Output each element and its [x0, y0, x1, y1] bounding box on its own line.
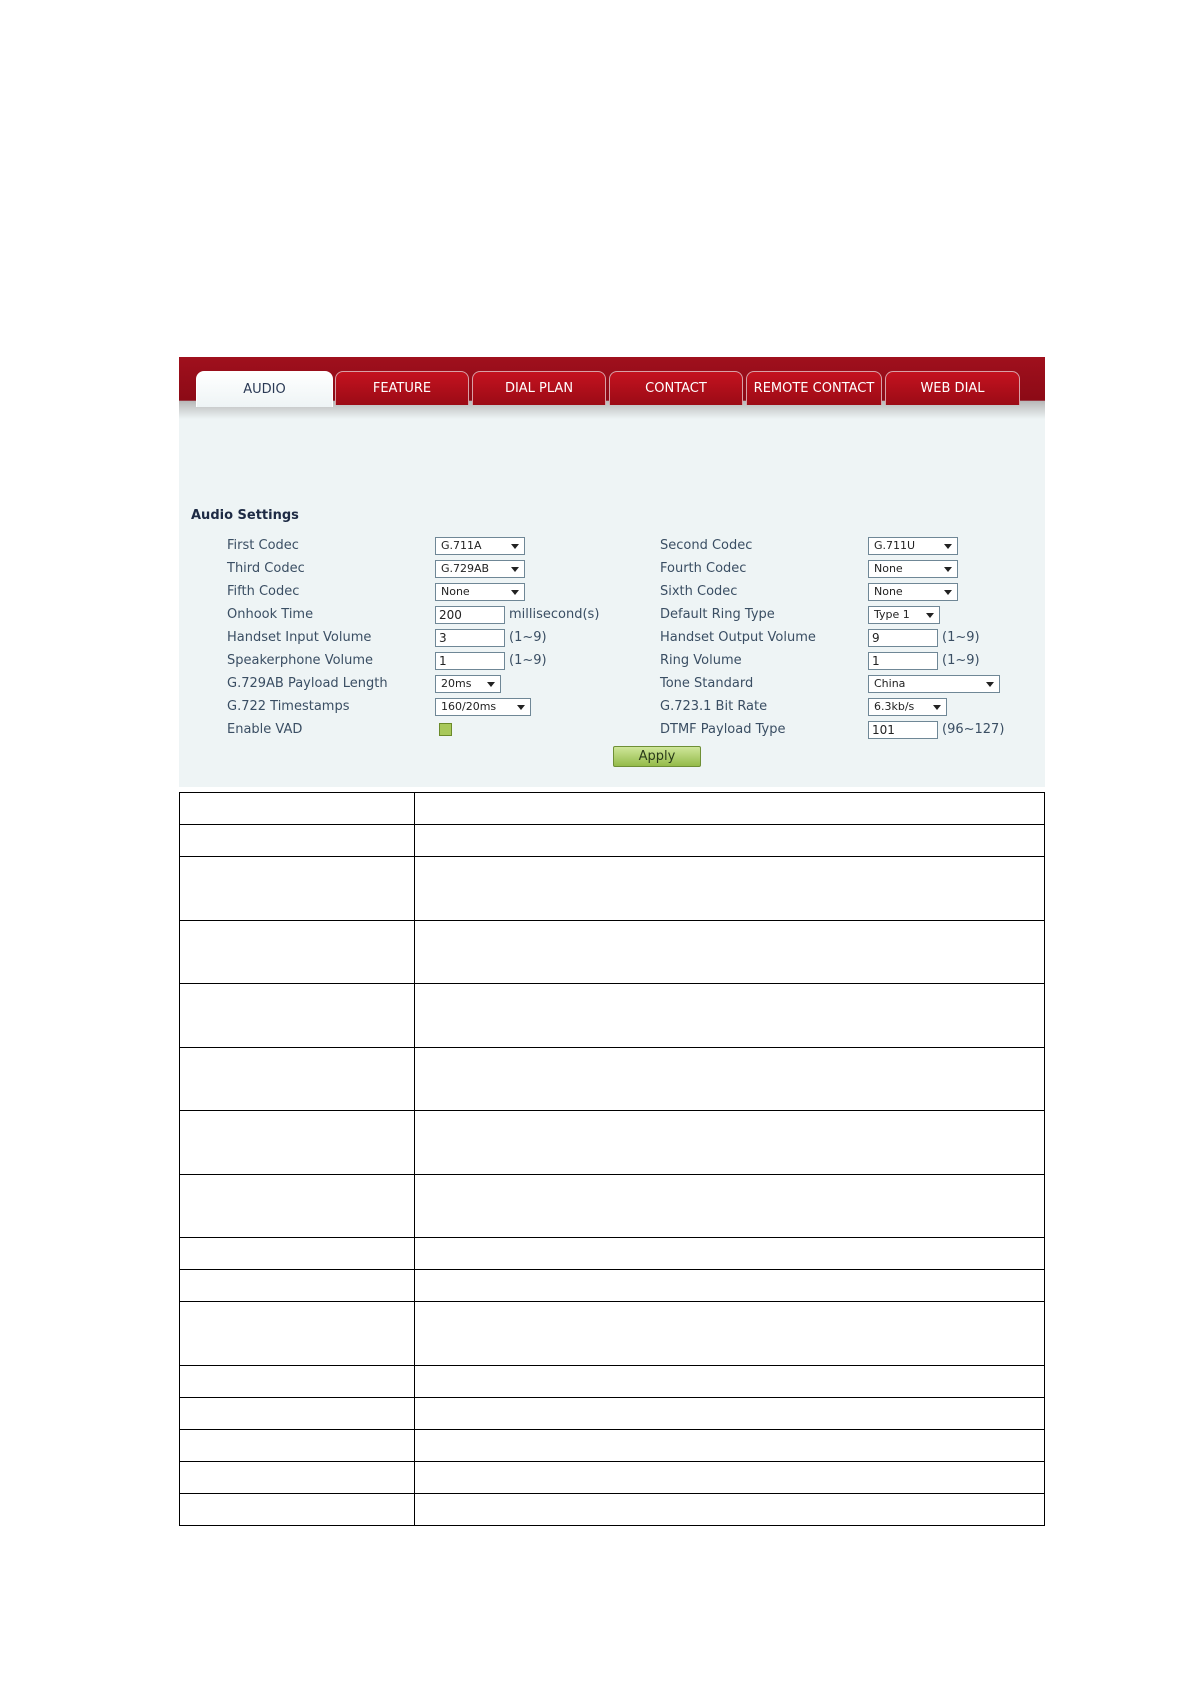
g7231-bit-rate-select[interactable] — [868, 698, 947, 716]
fourth-codec-value: None — [874, 562, 903, 575]
table-cell — [180, 1366, 415, 1398]
third-codec-value: G.729AB — [441, 562, 490, 575]
speakerphone-volume-range: (1~9) — [509, 653, 547, 668]
description-table — [179, 792, 1045, 1526]
g729ab-payload-length-select[interactable] — [435, 675, 501, 693]
tab-bar — [179, 357, 1045, 419]
ring-volume-input[interactable] — [868, 652, 938, 670]
table-row — [180, 1238, 1045, 1270]
speakerphone-volume-label: Speakerphone Volume — [227, 653, 374, 668]
table-cell — [415, 1175, 1045, 1238]
chevron-down-icon — [944, 590, 952, 595]
chevron-down-icon — [944, 544, 952, 549]
dtmf-payload-type-input[interactable] — [868, 721, 938, 739]
second-codec-select[interactable] — [868, 537, 958, 555]
table-cell — [180, 1270, 415, 1302]
third-codec-select[interactable] — [435, 560, 525, 578]
g722-timestamps-label: G.722 Timestamps — [227, 699, 350, 714]
table-cell — [180, 1302, 415, 1366]
default-ring-type-value: Type 1 — [874, 608, 910, 621]
table-row — [180, 1175, 1045, 1238]
tone-standard-label: Tone Standard — [660, 676, 754, 691]
g7231-bit-rate-label: G.723.1 Bit Rate — [660, 699, 768, 714]
table-cell — [415, 1270, 1045, 1302]
tone-standard-value: China — [874, 677, 906, 690]
table-row — [180, 793, 1045, 825]
onhook-time-label: Onhook Time — [227, 607, 314, 622]
fifth-codec-value: None — [441, 585, 470, 598]
table-cell — [180, 825, 415, 857]
chevron-down-icon — [986, 682, 994, 687]
tab-contact[interactable]: CONTACT — [609, 371, 743, 405]
table-cell — [180, 857, 415, 921]
g729ab-payload-length-value: 20ms — [441, 677, 472, 690]
table-cell — [180, 1398, 415, 1430]
table-cell — [415, 825, 1045, 857]
table-row — [180, 921, 1045, 984]
handset-output-volume-range: (1~9) — [942, 630, 980, 645]
table-cell — [180, 921, 415, 984]
table-row — [180, 984, 1045, 1048]
chevron-down-icon — [511, 590, 519, 595]
apply-button[interactable]: Apply — [613, 746, 701, 767]
sixth-codec-label: Sixth Codec — [660, 584, 738, 599]
table-cell — [180, 1175, 415, 1238]
handset-input-volume-label: Handset Input Volume — [227, 630, 372, 645]
g7231-bit-rate-value: 6.3kb/s — [874, 700, 915, 713]
table-row — [180, 1302, 1045, 1366]
default-ring-type-select[interactable] — [868, 606, 940, 624]
speakerphone-volume-input[interactable] — [435, 652, 505, 670]
default-ring-type-label: Default Ring Type — [660, 607, 775, 622]
sixth-codec-value: None — [874, 585, 903, 598]
handset-input-volume-range: (1~9) — [509, 630, 547, 645]
g722-timestamps-select[interactable] — [435, 698, 531, 716]
table-cell — [180, 1238, 415, 1270]
table-row — [180, 1111, 1045, 1175]
table-row — [180, 825, 1045, 857]
table-cell — [180, 984, 415, 1048]
table-cell — [415, 1238, 1045, 1270]
enable-vad-checkbox[interactable] — [439, 723, 452, 736]
chevron-down-icon — [926, 613, 934, 618]
tab-dial-plan[interactable]: DIAL PLAN — [472, 371, 606, 405]
first-codec-select[interactable] — [435, 537, 525, 555]
table-cell — [415, 1302, 1045, 1366]
table-row — [180, 857, 1045, 921]
table-cell — [415, 1398, 1045, 1430]
sixth-codec-select[interactable] — [868, 583, 958, 601]
ring-volume-range: (1~9) — [942, 653, 980, 668]
table-cell — [180, 1430, 415, 1462]
first-codec-label: First Codec — [227, 538, 299, 553]
fifth-codec-select[interactable] — [435, 583, 525, 601]
table-row — [180, 1398, 1045, 1430]
enable-vad-label: Enable VAD — [227, 722, 303, 737]
chevron-down-icon — [511, 567, 519, 572]
table-cell — [180, 793, 415, 825]
audio-settings-panel — [179, 357, 1045, 787]
table-cell — [180, 1462, 415, 1494]
table-row — [180, 1462, 1045, 1494]
fourth-codec-label: Fourth Codec — [660, 561, 747, 576]
handset-output-volume-input[interactable] — [868, 629, 938, 647]
dtmf-payload-type-label: DTMF Payload Type — [660, 722, 786, 737]
chevron-down-icon — [511, 544, 519, 549]
table-cell — [415, 1111, 1045, 1175]
tab-audio[interactable]: AUDIO — [196, 371, 333, 407]
table-row — [180, 1270, 1045, 1302]
first-codec-value: G.711A — [441, 539, 482, 552]
table-cell — [415, 857, 1045, 921]
table-cell — [180, 1494, 415, 1526]
table-row — [180, 1048, 1045, 1111]
table-cell — [180, 1111, 415, 1175]
table-row — [180, 1430, 1045, 1462]
table-cell — [415, 1366, 1045, 1398]
table-cell — [415, 1048, 1045, 1111]
onhook-time-unit: millisecond(s) — [509, 607, 600, 622]
g729ab-payload-length-label: G.729AB Payload Length — [227, 676, 388, 691]
chevron-down-icon — [517, 705, 525, 710]
tone-standard-select[interactable] — [868, 675, 1000, 693]
g722-timestamps-value: 160/20ms — [441, 700, 497, 713]
table-cell — [415, 984, 1045, 1048]
table-cell — [415, 1462, 1045, 1494]
tab-remote-contact[interactable]: REMOTE CONTACT — [746, 371, 882, 405]
table-cell — [415, 793, 1045, 825]
fourth-codec-select[interactable] — [868, 560, 958, 578]
onhook-time-input[interactable] — [435, 606, 505, 624]
chevron-down-icon — [944, 567, 952, 572]
table-row — [180, 1494, 1045, 1526]
fifth-codec-label: Fifth Codec — [227, 584, 300, 599]
ring-volume-label: Ring Volume — [660, 653, 742, 668]
table-cell — [180, 1048, 415, 1111]
dtmf-payload-type-range: (96~127) — [942, 722, 1005, 737]
second-codec-label: Second Codec — [660, 538, 753, 553]
table-cell — [415, 1494, 1045, 1526]
handset-input-volume-input[interactable] — [435, 629, 505, 647]
section-title: Audio Settings — [191, 508, 299, 523]
third-codec-label: Third Codec — [227, 561, 305, 576]
tab-feature[interactable]: FEATURE — [335, 371, 469, 405]
handset-output-volume-label: Handset Output Volume — [660, 630, 816, 645]
second-codec-value: G.711U — [874, 539, 916, 552]
table-cell — [415, 921, 1045, 984]
chevron-down-icon — [933, 705, 941, 710]
table-cell — [415, 1430, 1045, 1462]
tab-web-dial[interactable]: WEB DIAL — [885, 371, 1020, 405]
table-row — [180, 1366, 1045, 1398]
chevron-down-icon — [487, 682, 495, 687]
